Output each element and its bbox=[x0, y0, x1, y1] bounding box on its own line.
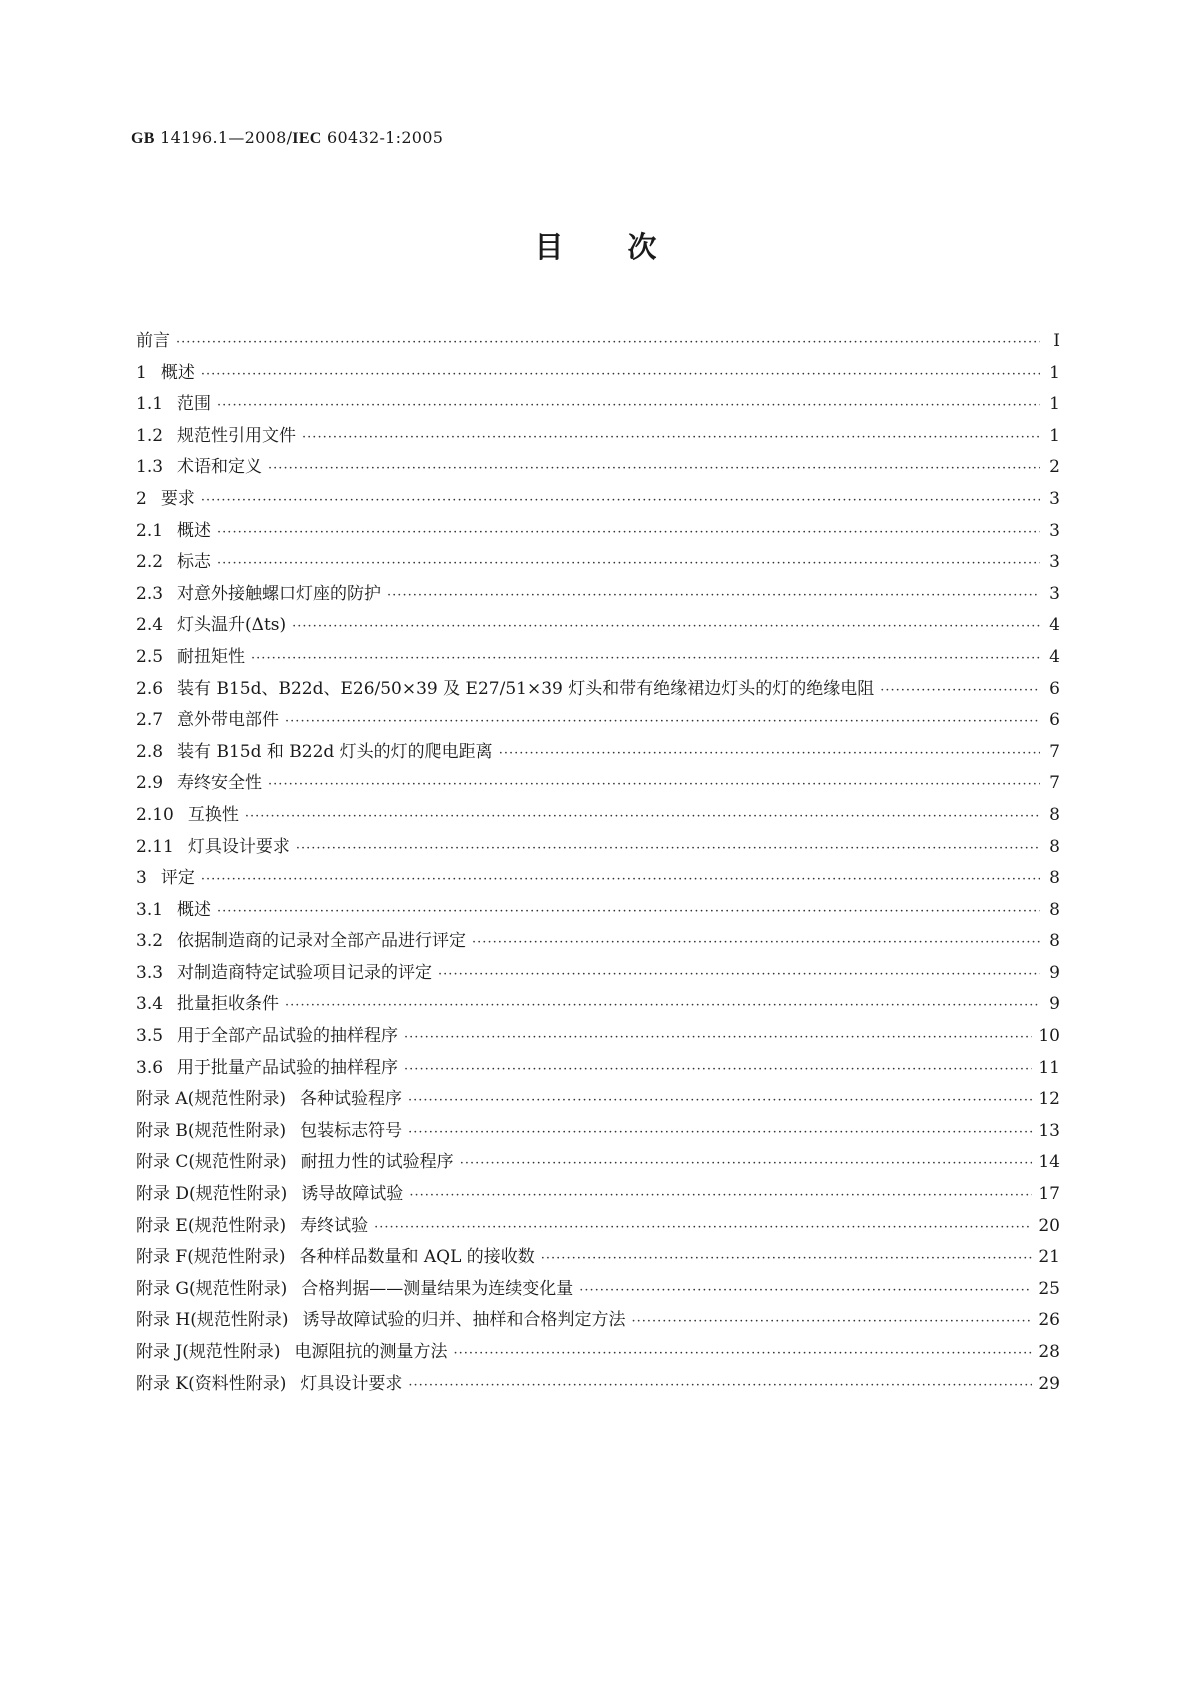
toc-leader-dots bbox=[176, 335, 1040, 350]
toc-entry-page: 28 bbox=[1038, 1342, 1060, 1362]
toc-entry[interactable] bbox=[136, 800, 1060, 832]
toc-entry-page: 20 bbox=[1038, 1215, 1060, 1236]
toc-entry-number: 2.4 bbox=[136, 615, 164, 636]
toc-entry[interactable] bbox=[136, 1242, 1060, 1274]
toc-entry-page: 8 bbox=[1049, 868, 1060, 889]
toc-entry-page: 8 bbox=[1049, 899, 1060, 920]
toc-leader-dots bbox=[409, 1188, 1032, 1203]
toc-leader-dots bbox=[296, 841, 1040, 856]
toc-entry-title: 灯头温升(Δts) bbox=[177, 615, 287, 636]
toc-entry-page: 29 bbox=[1038, 1373, 1060, 1394]
toc-entry-page: 26 bbox=[1038, 1310, 1060, 1331]
table-of-contents bbox=[136, 326, 1060, 1400]
toc-entry-title: 规范性引用文件 bbox=[177, 425, 297, 446]
toc-entry-title: 概述 bbox=[177, 520, 212, 541]
toc-entry[interactable] bbox=[136, 705, 1060, 737]
toc-entry-title: 互换性 bbox=[187, 804, 239, 825]
toc-entry[interactable] bbox=[136, 926, 1060, 958]
toc-entry-page: 13 bbox=[1038, 1120, 1060, 1141]
toc-entry-number: 1.3 bbox=[136, 457, 164, 478]
standard-code-suffix: 60432-1:2005 bbox=[327, 128, 444, 147]
toc-entry-page: 8 bbox=[1049, 931, 1060, 952]
toc-entry-number: 3 bbox=[136, 868, 147, 889]
toc-entry-page: 11 bbox=[1038, 1057, 1060, 1078]
toc-entry-page: 4 bbox=[1049, 646, 1060, 667]
toc-leader-dots bbox=[285, 714, 1040, 729]
toc-leader-dots bbox=[302, 430, 1040, 445]
toc-entry-page: 9 bbox=[1049, 962, 1060, 983]
toc-leader-dots bbox=[285, 998, 1040, 1013]
toc-entry[interactable] bbox=[136, 1147, 1060, 1179]
toc-entry-title: 诱导故障试验的归并、抽样和合格判定方法 bbox=[302, 1310, 626, 1331]
toc-leader-dots bbox=[453, 1346, 1032, 1361]
toc-entry-page: 21 bbox=[1038, 1247, 1060, 1268]
toc-leader-dots bbox=[408, 1378, 1032, 1393]
toc-entry-number: 附录 A(规范性附录) bbox=[136, 1089, 286, 1110]
toc-entry-number: 附录 K(资料性附录) bbox=[136, 1373, 287, 1394]
toc-entry-number: 附录 F(规范性附录) bbox=[136, 1247, 286, 1268]
toc-entry-title: 寿终试验 bbox=[300, 1215, 369, 1236]
toc-entry[interactable] bbox=[136, 768, 1060, 800]
toc-leader-dots bbox=[217, 556, 1040, 571]
toc-entry-title: 前言 bbox=[136, 331, 170, 351]
toc-leader-dots bbox=[201, 872, 1040, 887]
toc-entry-page: 25 bbox=[1038, 1278, 1060, 1299]
toc-entry[interactable] bbox=[136, 579, 1060, 611]
toc-entry-number: 2.5 bbox=[136, 646, 164, 667]
toc-entry-title: 合格判据——测量结果为连续变化量 bbox=[301, 1278, 574, 1299]
toc-entry[interactable] bbox=[136, 1179, 1060, 1211]
toc-entry-title: 电源阻抗的测量方法 bbox=[294, 1342, 448, 1362]
toc-entry-number: 附录 H(规范性附录) bbox=[136, 1310, 289, 1331]
toc-entry-page: 7 bbox=[1049, 773, 1060, 794]
toc-leader-dots bbox=[880, 683, 1040, 698]
toc-leader-dots bbox=[438, 967, 1040, 982]
toc-entry-page: 6 bbox=[1049, 710, 1060, 731]
toc-entry[interactable] bbox=[136, 358, 1060, 390]
toc-entry[interactable] bbox=[136, 1021, 1060, 1053]
toc-entry-title: 依据制造商的记录对全部产品进行评定 bbox=[177, 931, 467, 952]
toc-entry[interactable] bbox=[136, 452, 1060, 484]
toc-entry-title: 灯具设计要求 bbox=[300, 1373, 403, 1394]
toc-entry[interactable] bbox=[136, 1116, 1060, 1148]
toc-entry-title: 标志 bbox=[177, 552, 212, 573]
toc-entry-page: 17 bbox=[1038, 1184, 1060, 1205]
toc-entry-title: 包装标志符号 bbox=[300, 1120, 403, 1141]
toc-entry-number: 附录 J(规范性附录) bbox=[136, 1342, 281, 1362]
toc-entry[interactable] bbox=[136, 421, 1060, 453]
toc-leader-dots bbox=[268, 777, 1040, 792]
toc-entry[interactable] bbox=[136, 832, 1060, 864]
toc-entry-page: 3 bbox=[1049, 488, 1060, 509]
toc-entry[interactable] bbox=[136, 989, 1060, 1021]
toc-leader-dots bbox=[404, 1062, 1032, 1077]
toc-entry[interactable] bbox=[136, 642, 1060, 674]
toc-leader-dots bbox=[245, 809, 1040, 824]
toc-entry-number: 2.1 bbox=[136, 520, 164, 541]
page-title: 目 次 bbox=[534, 230, 657, 264]
toc-entry-number: 2.10 bbox=[136, 804, 174, 825]
toc-entry-number: 3.6 bbox=[136, 1057, 164, 1078]
toc-leader-dots bbox=[632, 1314, 1033, 1329]
standard-code-iec: IEC bbox=[292, 130, 322, 147]
toc-entry-number: 2.3 bbox=[136, 583, 164, 604]
toc-entry-number: 3.4 bbox=[136, 994, 164, 1015]
toc-leader-dots bbox=[579, 1283, 1032, 1298]
toc-entry-title: 耐扭矩性 bbox=[177, 646, 246, 667]
toc-entry-number: 2.7 bbox=[136, 710, 164, 731]
toc-entry[interactable] bbox=[136, 674, 1060, 706]
toc-entry[interactable] bbox=[136, 610, 1060, 642]
toc-leader-dots bbox=[499, 746, 1040, 761]
toc-entry-number: 1.1 bbox=[136, 394, 164, 415]
toc-entry-number: 2.2 bbox=[136, 552, 164, 573]
toc-entry-title: 术语和定义 bbox=[177, 457, 263, 478]
toc-entry[interactable] bbox=[136, 863, 1060, 895]
toc-entry[interactable] bbox=[136, 958, 1060, 990]
toc-leader-dots bbox=[217, 525, 1040, 540]
toc-entry-title: 用于批量产品试验的抽样程序 bbox=[177, 1057, 399, 1078]
toc-entry-number: 2.6 bbox=[136, 678, 164, 699]
standard-code-number: 14196.1—2008/ bbox=[160, 128, 293, 147]
toc-entry-title: 装有 B15d、B22d、E26/50×39 及 E27/51×39 灯头和带有绝缘裙边灯头的灯的绝缘电阻 bbox=[177, 678, 875, 699]
toc-entry[interactable] bbox=[136, 737, 1060, 769]
toc-leader-dots bbox=[268, 461, 1040, 476]
toc-leader-dots bbox=[251, 651, 1040, 666]
toc-entry[interactable] bbox=[136, 516, 1060, 548]
toc-leader-dots bbox=[541, 1251, 1033, 1266]
toc-entry[interactable] bbox=[136, 1305, 1060, 1337]
toc-entry-number: 1.2 bbox=[136, 425, 164, 446]
toc-entry-title: 寿终安全性 bbox=[177, 773, 263, 794]
toc-entry-page: 1 bbox=[1049, 425, 1060, 446]
toc-leader-dots bbox=[460, 1156, 1033, 1171]
standard-code bbox=[131, 128, 443, 148]
standard-code-prefix: GB bbox=[131, 130, 155, 147]
toc-entry-title: 要求 bbox=[160, 488, 195, 509]
toc-entry-title: 灯具设计要求 bbox=[187, 836, 290, 857]
toc-entry-number: 3.3 bbox=[136, 962, 164, 983]
toc-entry-title: 装有 B15d 和 B22d 灯头的灯的爬电距离 bbox=[177, 741, 493, 762]
toc-entry-title: 意外带电部件 bbox=[177, 710, 280, 731]
toc-entry-number: 2.9 bbox=[136, 773, 164, 794]
toc-entry-number: 附录 C(规范性附录) bbox=[136, 1152, 287, 1173]
toc-entry-number: 2.11 bbox=[136, 836, 174, 857]
toc-leader-dots bbox=[408, 1125, 1032, 1140]
toc-entry-number: 附录 G(规范性附录) bbox=[136, 1278, 288, 1299]
toc-entry[interactable] bbox=[136, 484, 1060, 516]
toc-leader-dots bbox=[408, 1093, 1032, 1108]
toc-entry[interactable] bbox=[136, 547, 1060, 579]
toc-entry-page: 1 bbox=[1049, 394, 1060, 415]
toc-entry-page: 14 bbox=[1038, 1152, 1060, 1173]
toc-entry-number: 2.8 bbox=[136, 741, 164, 762]
toc-leader-dots bbox=[387, 588, 1040, 603]
toc-entry-title: 评定 bbox=[160, 868, 195, 889]
toc-entry-title: 概述 bbox=[177, 899, 212, 920]
toc-leader-dots bbox=[217, 904, 1040, 919]
toc-entry-title: 范围 bbox=[177, 394, 212, 415]
toc-entry-page: 9 bbox=[1049, 994, 1060, 1015]
toc-entry[interactable] bbox=[136, 1084, 1060, 1116]
toc-leader-dots bbox=[404, 1030, 1032, 1045]
toc-entry-title: 对制造商特定试验项目记录的评定 bbox=[177, 962, 433, 983]
toc-leader-dots bbox=[374, 1220, 1032, 1235]
toc-entry-number: 3.5 bbox=[136, 1026, 164, 1047]
toc-entry-page: 1 bbox=[1049, 362, 1060, 383]
toc-entry[interactable] bbox=[136, 326, 1060, 358]
toc-leader-dots bbox=[201, 493, 1040, 508]
toc-leader-dots bbox=[217, 398, 1040, 413]
toc-entry-title: 各种样品数量和 AQL 的接收数 bbox=[299, 1247, 535, 1268]
toc-entry[interactable] bbox=[136, 1369, 1060, 1401]
toc-entry-number: 附录 D(规范性附录) bbox=[136, 1184, 288, 1205]
toc-entry[interactable] bbox=[136, 1053, 1060, 1085]
toc-entry-page: 3 bbox=[1049, 583, 1060, 604]
toc-entry-page: 4 bbox=[1049, 615, 1060, 636]
toc-entry-title: 概述 bbox=[160, 362, 195, 383]
toc-entry-page: 2 bbox=[1049, 457, 1060, 478]
toc-entry-page: 10 bbox=[1038, 1026, 1060, 1047]
toc-entry-page: Ⅰ bbox=[1053, 331, 1060, 351]
toc-entry-title: 各种试验程序 bbox=[299, 1089, 402, 1110]
toc-entry-number: 1 bbox=[136, 362, 147, 383]
toc-entry-number: 3.2 bbox=[136, 931, 164, 952]
toc-entry-title: 用于全部产品试验的抽样程序 bbox=[177, 1026, 399, 1047]
toc-entry[interactable] bbox=[136, 1211, 1060, 1243]
toc-entry-title: 耐扭力性的试验程序 bbox=[300, 1152, 454, 1173]
toc-leader-dots bbox=[472, 935, 1040, 950]
toc-leader-dots bbox=[292, 619, 1040, 634]
toc-entry[interactable] bbox=[136, 1274, 1060, 1306]
toc-entry-number: 附录 E(规范性附录) bbox=[136, 1215, 287, 1236]
toc-entry-page: 6 bbox=[1049, 678, 1060, 699]
toc-entry-number: 2 bbox=[136, 488, 147, 509]
toc-entry-title: 诱导故障试验 bbox=[301, 1184, 404, 1205]
toc-entry-number: 3.1 bbox=[136, 899, 164, 920]
toc-entry-page: 12 bbox=[1038, 1089, 1060, 1110]
toc-entry-page: 8 bbox=[1049, 804, 1060, 825]
toc-entry-page: 8 bbox=[1049, 836, 1060, 857]
toc-entry-page: 7 bbox=[1049, 741, 1060, 762]
toc-entry-title: 对意外接触螺口灯座的防护 bbox=[177, 583, 382, 604]
toc-leader-dots bbox=[201, 367, 1040, 382]
toc-entry-page: 3 bbox=[1049, 552, 1060, 573]
toc-entry-page: 3 bbox=[1049, 520, 1060, 541]
toc-entry[interactable] bbox=[136, 1337, 1060, 1369]
toc-entry-title: 批量拒收条件 bbox=[177, 994, 280, 1015]
toc-entry[interactable] bbox=[136, 389, 1060, 421]
toc-entry[interactable] bbox=[136, 895, 1060, 927]
toc-entry-number: 附录 B(规范性附录) bbox=[136, 1120, 287, 1141]
